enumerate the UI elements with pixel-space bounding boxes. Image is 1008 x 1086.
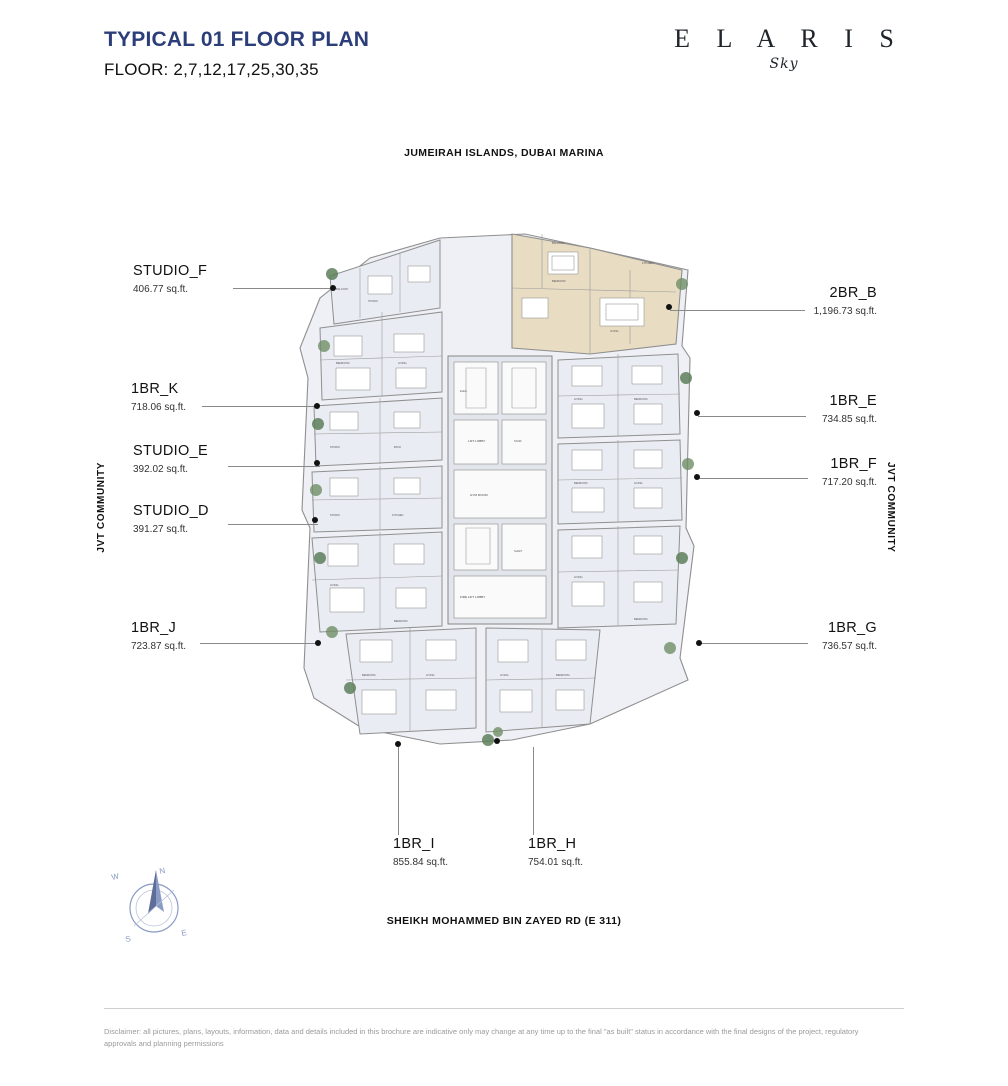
unit-code: STUDIO_D [133, 503, 209, 519]
compass-e: E [180, 928, 188, 938]
unit-area: 734.85 sq.ft. [821, 414, 877, 425]
svg-text:GYM ROOM: GYM ROOM [470, 493, 488, 497]
page-title: TYPICAL 01 FLOOR PLAN [104, 28, 370, 51]
svg-text:LIVING: LIVING [634, 482, 643, 485]
unit-1br-g [558, 526, 680, 628]
svg-text:STAIR: STAIR [514, 440, 522, 443]
unit-code: STUDIO_E [133, 443, 208, 459]
svg-text:BEDROOM: BEDROOM [574, 482, 588, 485]
unit-studio-d [312, 466, 442, 532]
unit-code: 1BR_I [393, 836, 435, 852]
unit-1br-i [346, 628, 476, 734]
leader-studio-d [228, 524, 318, 525]
leader-studio-f [233, 288, 333, 289]
leader-1br-j [200, 643, 318, 644]
leader-2br-b [670, 310, 805, 311]
unit-area: 736.57 sq.ft. [821, 641, 877, 652]
leader-1br-f [698, 478, 808, 479]
leader-1br-i [398, 747, 399, 835]
floor-subtitle: FLOOR: 2,7,12,17,25,30,35 [104, 60, 319, 79]
leader-dot-1br-e [694, 410, 700, 416]
svg-text:BEDROOM: BEDROOM [336, 362, 350, 365]
svg-text:KITCHEN: KITCHEN [392, 514, 404, 517]
disclaimer-text: Disclaimer: all pictures, plans, layouts, information, data and details included in this brochure are indicative only may change at any time up to the final "as built" status in accordance with the final designs of the project, regulatory approvals and planning permissions [104, 1027, 859, 1048]
svg-text:BEDROOM: BEDROOM [634, 398, 648, 401]
unit-code: 1BR_F [830, 456, 877, 472]
leader-1br-k [202, 406, 317, 407]
unit-code: 2BR_B [829, 285, 877, 301]
leader-dot-1br-j [315, 640, 321, 646]
unit-1br-j [312, 532, 442, 632]
svg-text:BEDROOM: BEDROOM [552, 280, 566, 283]
svg-text:LIVING: LIVING [574, 398, 583, 401]
leader-dot-1br-i [395, 741, 401, 747]
unit-1br-e [558, 354, 680, 438]
svg-text:KITCHEN: KITCHEN [642, 262, 654, 265]
compass-rose [108, 858, 200, 950]
svg-text:LIVING: LIVING [574, 576, 583, 579]
unit-area: 1,196.73 sq.ft. [813, 306, 877, 317]
unit-code: STUDIO_F [133, 263, 208, 279]
east-context-label: JVT COMMUNITY [885, 462, 896, 553]
unit-area: 754.01 sq.ft. [528, 857, 584, 868]
west-context-label: JVT COMMUNITY [96, 462, 107, 553]
leader-dot-studio-e [314, 460, 320, 466]
svg-text:LIVING: LIVING [500, 674, 509, 677]
north-context-label: JUMEIRAH ISLANDS, DUBAI MARINA [404, 147, 604, 159]
leader-1br-e [698, 416, 806, 417]
callout-1br-f[interactable] [822, 456, 877, 488]
unit-area: 855.84 sq.ft. [393, 857, 449, 868]
svg-text:LIVING: LIVING [426, 674, 435, 677]
svg-text:BALCONY: BALCONY [552, 242, 565, 245]
svg-text:LIFT LOBBY: LIFT LOBBY [468, 439, 486, 443]
unit-1br-k [320, 312, 442, 400]
callout-1br-e[interactable] [822, 393, 877, 425]
leader-dot-2br-b [666, 304, 672, 310]
unit-area: 718.06 sq.ft. [131, 402, 187, 413]
callout-2br-b[interactable] [814, 285, 877, 317]
svg-text:LIVING: LIVING [398, 362, 407, 365]
callout-1br-g[interactable] [822, 620, 877, 652]
unit-code: 1BR_H [528, 836, 577, 852]
svg-text:STUDIO: STUDIO [330, 514, 340, 517]
callout-1br-h[interactable] [528, 836, 583, 868]
footer-divider [104, 1008, 904, 1009]
south-context-label: SHEIKH MOHAMMED BIN ZAYED RD (E 311) [386, 915, 622, 927]
compass-w: W [110, 871, 120, 882]
brand-name: E L A R I S [674, 24, 904, 53]
unit-2br-b-highlight [512, 234, 682, 354]
svg-text:SHAFT: SHAFT [514, 550, 523, 553]
brand-logo [664, 24, 904, 72]
compass-n: N [158, 865, 167, 876]
leader-dot-1br-k [314, 403, 320, 409]
svg-text:BEDROOM: BEDROOM [634, 618, 648, 621]
brand-sub: Sky [769, 56, 799, 72]
leader-dot-1br-g [696, 640, 702, 646]
unit-code: 1BR_G [827, 620, 877, 636]
unit-area: 391.27 sq.ft. [133, 524, 189, 535]
unit-code: 1BR_E [829, 393, 877, 409]
svg-text:STUDIO: STUDIO [368, 300, 378, 303]
svg-text:BEDROOM: BEDROOM [556, 674, 570, 677]
svg-text:BEDROOM: BEDROOM [362, 674, 376, 677]
callout-1br-k[interactable] [131, 381, 186, 413]
unit-1br-h [486, 628, 600, 732]
leader-studio-e [228, 466, 320, 467]
leader-1br-h [533, 747, 534, 835]
building-core [448, 356, 552, 624]
svg-text:LIVING: LIVING [610, 330, 619, 333]
unit-code: 1BR_J [131, 620, 177, 636]
compass-s: S [124, 934, 132, 944]
svg-text:BEDROOM: BEDROOM [394, 620, 408, 623]
callout-studio-d[interactable] [133, 503, 209, 535]
title-block [104, 28, 369, 80]
unit-studio-e [314, 398, 442, 466]
unit-area: 392.02 sq.ft. [133, 464, 189, 475]
svg-text:BATH: BATH [394, 446, 401, 449]
unit-area: 717.20 sq.ft. [821, 477, 877, 488]
unit-1br-f [558, 440, 682, 524]
unit-area: 723.87 sq.ft. [131, 641, 187, 652]
callout-1br-j[interactable] [131, 620, 186, 652]
leader-dot-studio-d [312, 517, 318, 523]
svg-text:ELEC.: ELEC. [460, 390, 468, 393]
unit-code: 1BR_K [131, 381, 179, 397]
svg-text:LIVING: LIVING [330, 584, 339, 587]
svg-text:STUDIO: STUDIO [330, 446, 340, 449]
floor-plan-drawing [290, 228, 710, 758]
leader-1br-g [700, 643, 808, 644]
callout-1br-i[interactable] [393, 836, 448, 868]
unit-area: 406.77 sq.ft. [133, 284, 189, 295]
leader-dot-studio-f [330, 285, 336, 291]
callout-studio-f[interactable] [133, 263, 207, 295]
svg-text:FIRE LIFT LOBBY: FIRE LIFT LOBBY [460, 595, 486, 599]
leader-dot-1br-f [694, 474, 700, 480]
leader-dot-1br-h [494, 738, 500, 744]
callout-studio-e[interactable] [133, 443, 208, 475]
svg-text:BALCONY: BALCONY [336, 288, 349, 291]
